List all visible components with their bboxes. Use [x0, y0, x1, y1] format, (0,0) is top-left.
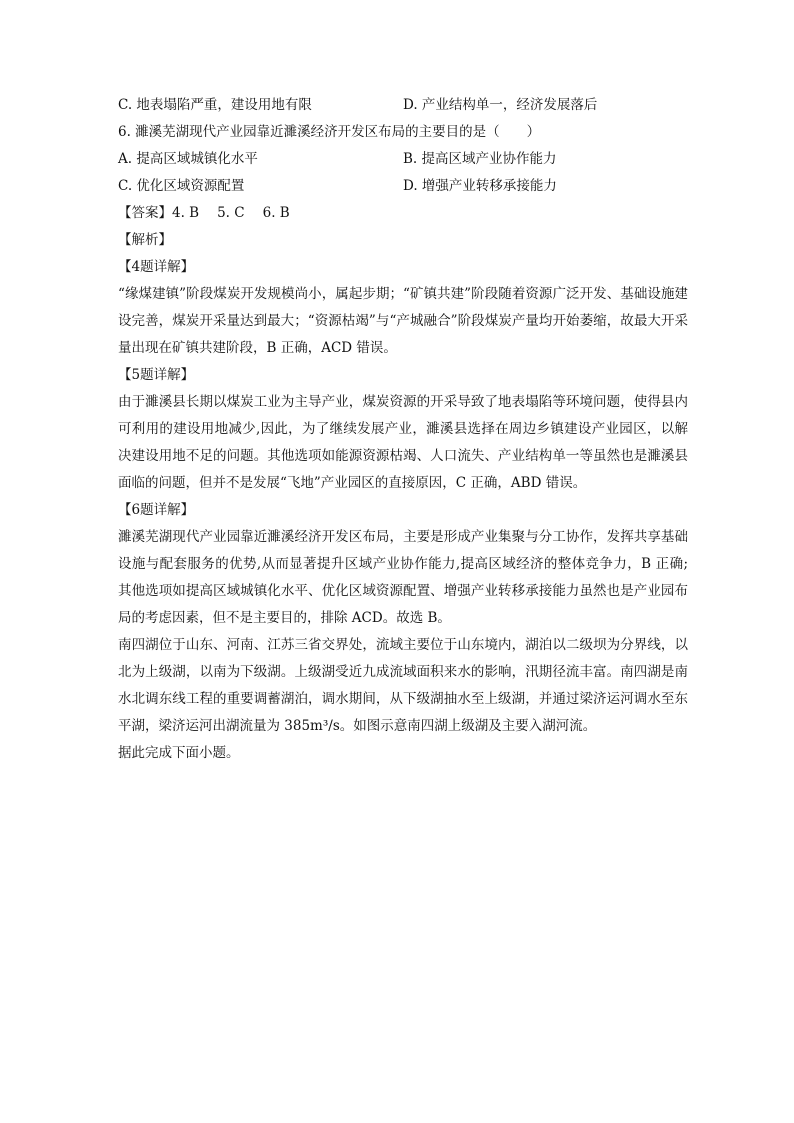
q6-detail-text: 濉溪芜湖现代产业园靠近濉溪经济开发区布局，主要是形成产业集聚与分工协作，发挥共享基础设施与配套服务的优势,从而显著提升区域产业协作能力,提高区域经济的整体竞争力，B 正确; 其他选项如提高区域城镇化水平、优化区域资源配置、增强产业转移承接能力虽然也是产业园布局的考虑因素，但不是主要目的，排除 ACD。故选 B。 — [118, 529, 688, 626]
q5-detail-heading: 【5题详解】 — [118, 367, 195, 383]
question-6-stem: 6. 濉溪芜湖现代产业园靠近濉溪经济开发区布局的主要目的是（ ） — [118, 124, 541, 140]
material-instruction: 据此完成下面小题。 — [118, 745, 240, 761]
document-page — [118, 92, 688, 767]
q5-options-cd — [118, 92, 688, 119]
option-c: C. 地表塌陷严重，建设用地有限 — [118, 97, 312, 113]
answer-item: 6. B — [262, 205, 290, 221]
q4-detail-heading: 【4题详解】 — [118, 259, 195, 275]
q6-detail-heading: 【6题详解】 — [118, 502, 195, 518]
answer-item: 4. B — [172, 205, 200, 221]
analysis-label: 【解析】 — [118, 232, 172, 248]
option-a: A. 提高区域城镇化水平 — [118, 151, 258, 167]
answer-item: 5. C — [217, 205, 245, 221]
answer-label: 【答案】 — [118, 205, 172, 221]
q4-detail-text: “缘煤建镇”阶段煤炭开发规模尚小，属起步期；“矿镇共建”阶段随着资源广泛开发、基础设施建设完善，煤炭开采量达到最大；“资源枯竭”与“产城融合”阶段煤炭产量均开始萎缩，故最大开采量出现在矿镇共建阶段，B 正确，ACD 错误。 — [118, 286, 688, 356]
option-c: C. 优化区域资源配置 — [118, 178, 245, 194]
q5-detail-text: 由于濉溪县长期以煤炭工业为主导产业，煤炭资源的开采导致了地表塌陷等环境问题，使得县内可利用的建设用地减少,因此，为了继续发展产业，濉溪县选择在周边乡镇建设产业园区，以解决建设用地不足的问题。其他选项如能源资源枯竭、人口流失、产业结构单一等虽然也是濉溪县面临的问题，但并不是发展“飞地”产业园区的直接原因，C 正确，ABD 错误。 — [118, 394, 688, 491]
answer-line — [118, 200, 688, 227]
option-d: D. 增强产业转移承接能力 — [403, 178, 557, 194]
q6-options-ab — [118, 146, 688, 173]
q6-options-cd — [118, 173, 688, 200]
option-d: D. 产业结构单一，经济发展落后 — [403, 97, 598, 113]
material-text: 南四湖位于山东、河南、江苏三省交界处，流域主要位于山东境内，湖泊以二级坝为分界线，以北为上级湖，以南为下级湖。上级湖受近九成流域面积来水的影响，汛期径流丰富。南四湖是南水北调东线工程的重要调蓄湖泊，调水期间，从下级湖抽水至上级湖，并通过梁济运河调水至东平湖，梁济运河出湖流量为 385m³/s。如图示意南四湖上级湖及主要入湖河流。 — [118, 637, 688, 734]
option-b: B. 提高区域产业协作能力 — [403, 151, 557, 167]
